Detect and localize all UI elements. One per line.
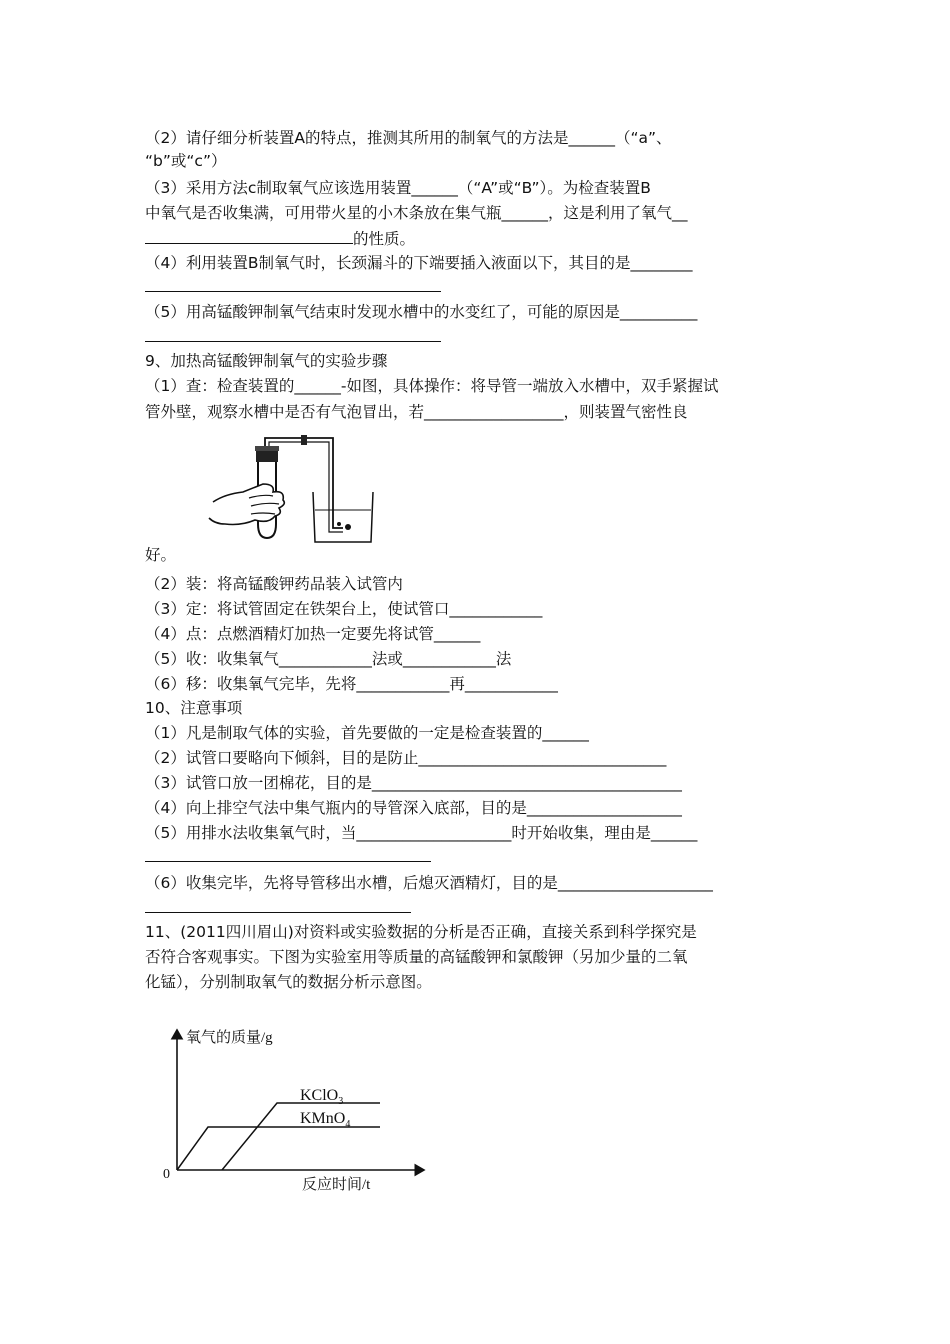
s10-note5-answer-line[interactable]: [145, 845, 431, 868]
origin-label: 0: [163, 1167, 170, 1182]
hand: [209, 484, 284, 525]
s10-note5: （5）用排水法收集氧气时，当____________________时开始收集，理由是______: [145, 824, 698, 842]
answer-blank[interactable]: [145, 227, 353, 244]
s9-step3: （3）定：将试管固定在铁架台上，使试管口____________: [145, 600, 543, 618]
series-line-kmno4: [177, 1127, 380, 1170]
s11-line3: 化锰），分别制取氧气的数据分析示意图。: [145, 973, 432, 991]
s10-note3: （3）试管口放一团棉花，目的是________________________________________: [145, 774, 682, 792]
rubber-stopper: [256, 450, 278, 462]
beaker: [313, 492, 373, 542]
kmno4-label-main: KMnO: [300, 1110, 346, 1127]
q3-line1: （3）采用方法c制取氧气应该选用装置______（“A”或“B”）。为检查装置B: [145, 179, 651, 197]
s10-note6: （6）收集完毕，先将导管移出水槽，后熄灭酒精灯，目的是____________________: [145, 874, 713, 892]
kmno4-label-sub: 4: [345, 1119, 351, 1130]
q2-line1: （2）请仔细分析装置A的特点，推测其所用的制氧气的方法是______（“a”、: [145, 129, 672, 147]
x-axis-label: 反应时间/t: [302, 1177, 371, 1193]
q3-line2: 中氧气是否收集满，可用带火星的小木条放在集气瓶______，这是利用了氧气__: [145, 204, 688, 222]
s10-note4: （4）向上排空气法中集气瓶内的导管深入底部，目的是____________________: [145, 799, 682, 817]
s11-line2: 否符合客观事实。下图为实验室用等质量的高锰酸钾和氯酸钾（另加少量的二氧: [145, 948, 688, 966]
section9-title: 9、加热高锰酸钾制氧气的实验步骤: [145, 352, 388, 370]
s9-step6: （6）移：收集氧气完毕，先将____________再____________: [145, 675, 558, 693]
kclo3-label-main: KClO: [300, 1087, 339, 1104]
s9-step1-end: 好。: [145, 546, 177, 564]
kclo3-label-sub: 3: [338, 1096, 344, 1107]
q2-line2: “b”或“c”）: [145, 152, 227, 170]
s10-note2: （2）试管口要略向下倾斜，目的是防止________________________________: [145, 749, 667, 767]
q4-line1: （4）利用装置B制氧气时，长颈漏斗的下端要插入液面以下，其目的是________: [145, 254, 693, 272]
s9-step1-line2: 管外壁，观察水槽中是否有气泡冒出，若__________________，则装置气密性良: [145, 403, 688, 421]
q4-answer-line[interactable]: [145, 275, 441, 298]
q5-answer-line[interactable]: [145, 325, 441, 348]
q5-line1: （5）用高锰酸钾制氧气结束时发现水槽中的水变红了，可能的原因是__________: [145, 303, 698, 321]
airtightness-check-figure: [205, 432, 385, 550]
oxygen-mass-chart: [150, 1022, 440, 1194]
s9-step2: （2）装：将高锰酸钾药品装入试管内: [145, 575, 403, 593]
q3-line3-suffix: 的性质。: [353, 230, 416, 248]
s10-note1: （1）凡是制取气体的实验，首先要做的一定是检查装置的______: [145, 724, 589, 742]
section10-title: 10、注意事项: [145, 699, 243, 717]
series-label-kclo3: [300, 1087, 343, 1107]
s9-step1-line1: （1）查：检查装置的______-如图，具体操作：将导管一端放入水槽中，双手紧握试: [145, 377, 719, 395]
s10-note6-answer-line[interactable]: [145, 896, 411, 919]
y-axis-label: 氧气的质量/g: [186, 1030, 273, 1046]
s9-step5: （5）收：收集氧气____________法或____________法: [145, 650, 512, 668]
s11-line1: 11、(2011四川眉山)对资料或实验数据的分析是否正确，直接关系到科学探究是: [145, 923, 697, 941]
s9-step4: （4）点：点燃酒精灯加热一定要先将试管______: [145, 625, 481, 643]
q3-line3: [145, 227, 415, 250]
